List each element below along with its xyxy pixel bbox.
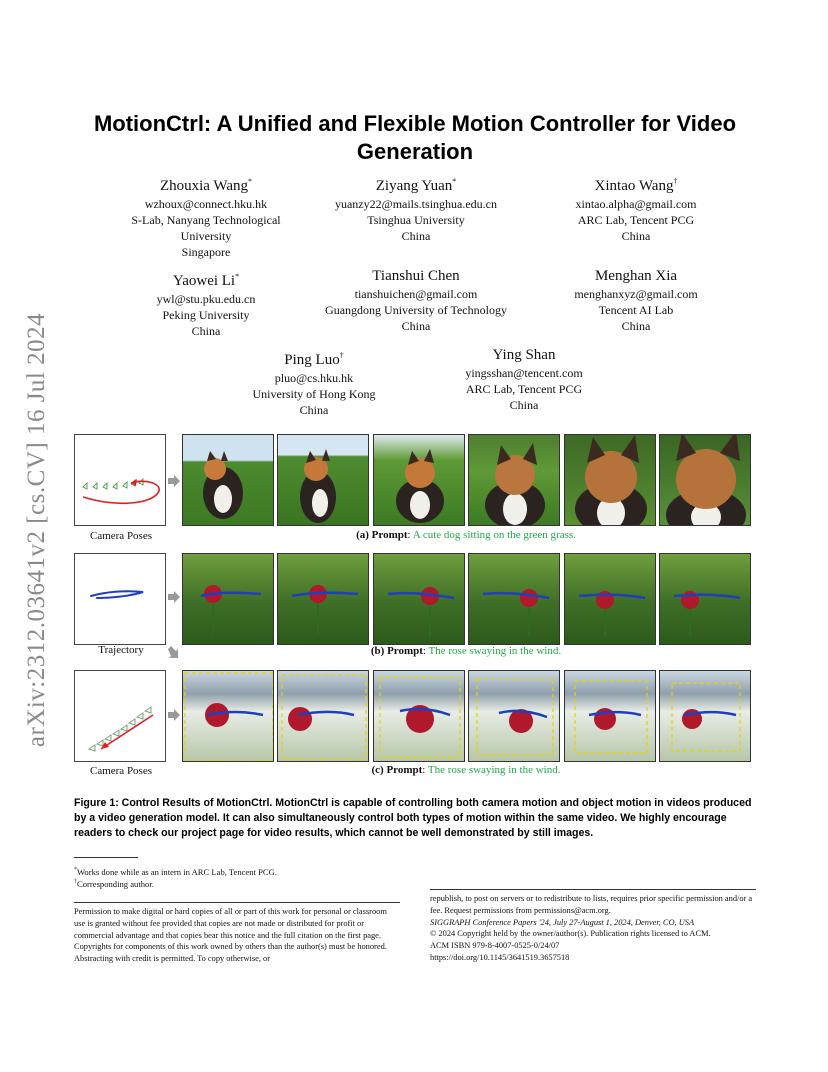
paper-title: MotionCtrl: A Unified and Flexible Motion Controller for Video Generation: [93, 111, 737, 164]
author-block: [518, 172, 754, 244]
camera-pose-diagram: [75, 671, 166, 762]
figure-caption: Figure 1: Control Results of MotionCtrl. MotionCtrl is capable of controlling both camera motion and object motion in videos produced by a video generation model. It can also simultaneously control both types of motion within the same video. We highly encourage readers to check our project page for video results, which cannot be well demonstrated by still images.: [74, 797, 752, 839]
arxiv-identifier: arXiv:2312.03641v2 [cs.CV] 16 Jul 2024: [23, 312, 50, 748]
footnote-mark: †: [74, 879, 77, 885]
video-frame: [277, 553, 369, 645]
video-frame: [182, 434, 274, 526]
footnote-text: Corresponding author.: [77, 878, 154, 889]
author-name: Menghan Xia: [594, 268, 678, 284]
author-affiliation: ARC Lab, Tencent PCG: [465, 382, 583, 396]
video-frame: [468, 553, 560, 645]
video-frame: [182, 553, 274, 645]
video-frame: [182, 670, 274, 762]
subcaption-label: (c) Prompt: [371, 764, 423, 776]
author-email: pluo@cs.hku.hk: [274, 371, 354, 385]
author-country: China: [401, 229, 431, 243]
author-email: ywl@stu.pku.edu.cn: [156, 292, 256, 306]
arrow-right-icon: [168, 591, 180, 603]
video-frame: [373, 434, 465, 526]
author-country: China: [191, 324, 221, 338]
video-frame: [277, 434, 369, 526]
trajectory-panel: [74, 553, 166, 645]
author-affiliation: Tencent AI Lab: [598, 303, 674, 317]
author-email: wzhoux@connect.hku.hk: [144, 197, 268, 211]
subcaption-label: (b) Prompt: [370, 645, 423, 657]
author-country: Singapore: [181, 245, 231, 259]
footnote-divider: [74, 857, 138, 858]
figure-subcaption: (a) Prompt: A cute dog sitting on the green grass.: [356, 529, 576, 541]
permission-notice-continued: republish, to post on servers or to redistribute to lists, requires prior specific permission and/or a fee. Request permissions from permissions@acm.org.: [430, 894, 753, 915]
author-name: Zhouxia Wang: [159, 178, 249, 194]
author-affiliation: University: [180, 229, 232, 243]
footnote: [74, 876, 154, 890]
copyright-notice: © 2024 Copyright held by the owner/author(s). Publication rights licensed to ACM.: [430, 929, 711, 939]
author-affiliation: ARC Lab, Tencent PCG: [577, 213, 695, 227]
author-mark: *: [452, 177, 457, 186]
side-label: Trajectory: [98, 644, 144, 656]
author-country: China: [299, 403, 329, 417]
author-block: [406, 346, 642, 413]
permission-divider: [74, 902, 400, 903]
video-frame: [468, 670, 560, 762]
author-block: [88, 267, 324, 339]
subcaption-label: (a) Prompt: [356, 529, 408, 541]
author-name: Ping Luo: [284, 352, 340, 368]
author-name: Ziyang Yuan: [375, 178, 453, 194]
figure-subcaption: (b) Prompt: The rose swaying in the wind.: [370, 645, 562, 657]
author-email: xintao.alpha@gmail.com: [575, 197, 697, 211]
video-frame: [659, 434, 751, 526]
subcaption-prompt: The rose swaying in the wind.: [428, 645, 562, 657]
author-block: [196, 346, 432, 418]
video-frame: [659, 670, 751, 762]
side-label: Camera Poses: [89, 530, 152, 542]
video-frame: [373, 553, 465, 645]
figure-subcaption: (c) Prompt: The rose swaying in the wind.: [371, 764, 561, 776]
author-country: China: [621, 229, 651, 243]
author-country: China: [401, 319, 431, 333]
author-affiliation: University of Hong Kong: [252, 387, 376, 401]
video-frame: [468, 434, 560, 526]
author-mark: †: [339, 351, 344, 360]
permission-divider: [430, 889, 756, 890]
arrow-right-icon: [168, 709, 180, 721]
doi-link[interactable]: https://doi.org/10.1145/3641519.3657518: [430, 952, 570, 962]
author-name: Tianshui Chen: [372, 268, 460, 284]
footnote-mark: *: [74, 867, 77, 873]
video-frame: [373, 670, 465, 762]
author-affiliation: Peking University: [162, 308, 250, 322]
author-name: Ying Shan: [492, 347, 556, 363]
author-email: yuanzy22@mails.tsinghua.edu.cn: [334, 197, 498, 211]
author-email: menghanxyz@gmail.com: [574, 287, 698, 301]
permission-notice: Permission to make digital or hard copies of all or part of this work for personal or classroom use is granted without fee provided that copies are not made or distributed for profit or commercial advantage and that copies bear this notice and the full citation on the first page. Copyrights for components of this work owned by others than the author(s) must be honored. Abstracting with credit is permitted. To copy otherwise, or: [74, 907, 387, 964]
footnote-text: Works done while as an intern in ARC Lab, Tencent PCG.: [77, 866, 277, 877]
trajectory-diagram: [75, 554, 166, 645]
conference-name: SIGGRAPH Conference Papers '24, July 27-August 1, 2024, Denver, CO, USA: [430, 917, 695, 927]
author-block: [518, 267, 754, 334]
subcaption-prompt: The rose swaying in the wind.: [427, 764, 561, 776]
video-frame: [564, 434, 656, 526]
author-block: [88, 172, 324, 260]
arrow-down-right-icon: [168, 646, 180, 658]
author-name: Yaowei Li: [172, 273, 236, 289]
author-email: tianshuichen@gmail.com: [354, 287, 478, 301]
arrow-right-icon: [168, 475, 180, 487]
camera-pose-diagram: [75, 435, 166, 526]
subcaption-prompt: A cute dog sitting on the green grass.: [412, 529, 576, 541]
arxiv-stamp: [22, 295, 52, 765]
publication-info: [430, 893, 756, 964]
side-label: Camera Poses: [89, 765, 152, 777]
camera-pose-panel: [74, 670, 166, 762]
author-affiliation: Tsinghua University: [367, 213, 465, 227]
camera-pose-panel: [74, 434, 166, 526]
author-block: [298, 172, 534, 244]
isbn: ACM ISBN 979-8-4007-0525-0/24/07: [430, 941, 560, 951]
author-country: China: [509, 398, 539, 412]
video-frame: [564, 553, 656, 645]
author-affiliation: Guangdong University of Technology: [325, 303, 507, 317]
author-mark: *: [235, 272, 240, 281]
author-mark: †: [673, 177, 678, 186]
author-mark: *: [248, 177, 253, 186]
author-block: [298, 267, 534, 334]
author-email: yingsshan@tencent.com: [465, 366, 583, 380]
author-name: Xintao Wang: [594, 178, 674, 194]
video-frame: [277, 670, 369, 762]
video-frame: [564, 670, 656, 762]
video-frame: [659, 553, 751, 645]
author-country: China: [621, 319, 651, 333]
author-affiliation: S-Lab, Nanyang Technological: [131, 213, 281, 227]
